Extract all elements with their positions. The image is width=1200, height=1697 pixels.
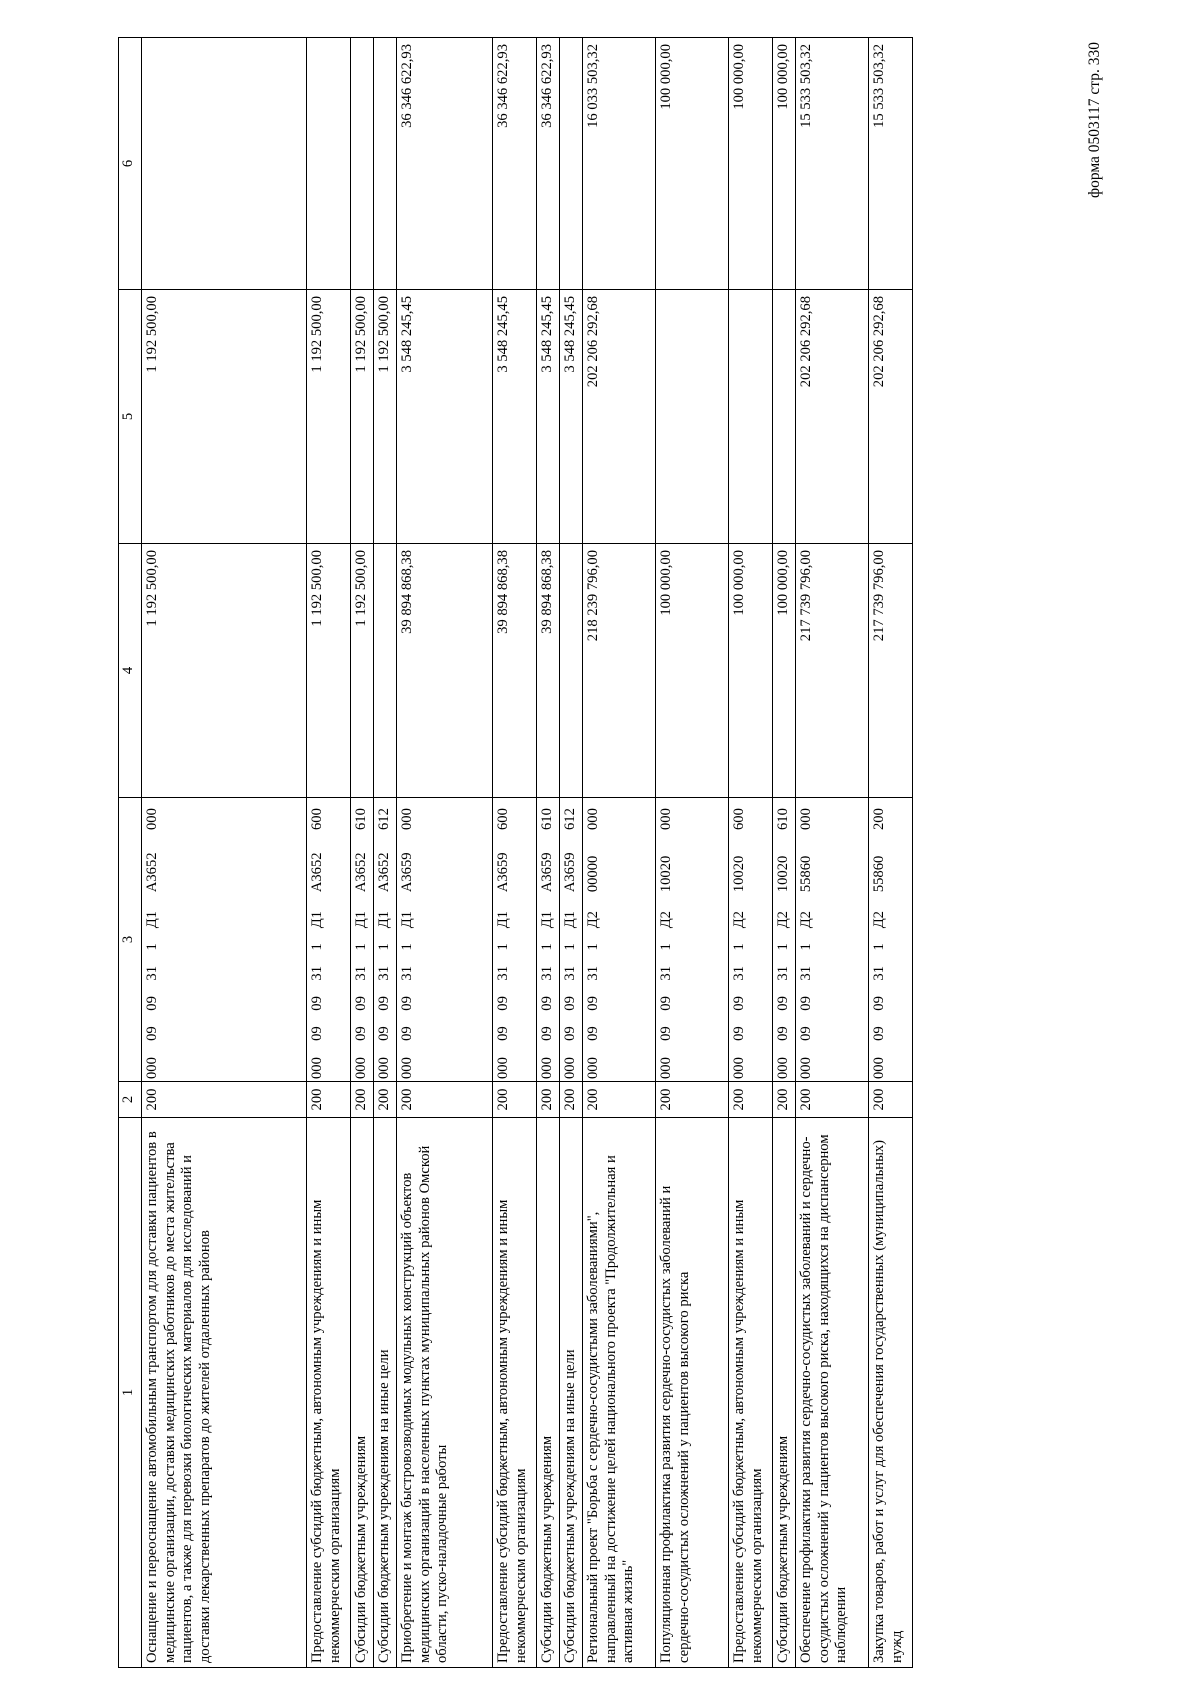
- code-segment: 09: [658, 996, 674, 1011]
- column-header: 6: [119, 38, 142, 290]
- code-segment: 31: [376, 965, 392, 981]
- row-name-cell: Закупка товаров, работ и услуг для обеспечения государственных (муниципальных) нужд: [869, 1118, 913, 1668]
- code-segment: 31: [144, 965, 160, 981]
- line-code-cell: 200: [397, 1082, 493, 1118]
- code-segment: 000: [585, 1057, 601, 1079]
- table-row: [537, 38, 560, 1668]
- code-segment: 1: [495, 943, 511, 951]
- code-segment: А3652: [353, 852, 369, 893]
- code-segments: [871, 800, 889, 1079]
- code-segment: 31: [658, 965, 674, 981]
- budget-classification-code-cell: [656, 798, 729, 1082]
- executed-amount-cell: 3 548 245,45: [560, 290, 583, 544]
- approved-amount-cell: 100 000,00: [729, 544, 773, 798]
- code-segment: 610: [539, 808, 555, 831]
- row-name-cell: Субсидии бюджетным учреждениям на иные цели: [560, 1118, 583, 1668]
- code-segment: Д1: [376, 911, 392, 929]
- code-segment: 1: [871, 943, 887, 951]
- code-segment: Д1: [399, 911, 415, 929]
- code-segment: 1: [585, 943, 601, 951]
- code-segment: Д2: [871, 911, 887, 929]
- code-segment: 09: [798, 1026, 814, 1041]
- executed-amount-cell: 3 548 245,45: [397, 290, 493, 544]
- line-code-cell: 200: [583, 1082, 656, 1118]
- code-segment: 000: [798, 1057, 814, 1079]
- code-segment: 000: [495, 1057, 511, 1079]
- code-segment: 31: [353, 965, 369, 981]
- column-header: 1: [119, 1118, 142, 1668]
- code-segment: А3659: [539, 852, 555, 893]
- line-code-cell: 200: [773, 1082, 796, 1118]
- table-row: [493, 38, 537, 1668]
- code-segment: Д1: [539, 911, 555, 929]
- code-segment: 09: [353, 996, 369, 1011]
- code-segment: 10020: [658, 855, 674, 893]
- code-segment: 1: [376, 943, 392, 951]
- approved-amount-cell: 39 894 868,38: [537, 544, 560, 798]
- table-row: [307, 38, 351, 1668]
- code-segment: 31: [495, 965, 511, 981]
- code-segment: 31: [399, 965, 415, 981]
- line-code-cell: 200: [560, 1082, 583, 1118]
- table-row: [397, 38, 493, 1668]
- unexecuted-amount-cell: [142, 38, 307, 290]
- budget-classification-code-cell: [397, 798, 493, 1082]
- code-segment: А3652: [376, 852, 392, 893]
- row-name-cell: Приобретение и монтаж быстровозводимых модульных конструкций объектов медицинских организаций в населенных пунктах муниципальных районов Омской области, пуско-наладочные работы: [397, 1118, 493, 1668]
- code-segment: 612: [562, 808, 578, 831]
- code-segment: 612: [376, 808, 392, 831]
- table-row: [142, 38, 307, 1668]
- table-row: [351, 38, 374, 1668]
- code-segment: 000: [658, 1057, 674, 1079]
- code-segment: 09: [144, 1026, 160, 1041]
- budget-classification-code-cell: [537, 798, 560, 1082]
- executed-amount-cell: 3 548 245,45: [493, 290, 537, 544]
- code-segments: [353, 800, 371, 1079]
- unexecuted-amount-cell: 15 533 503,32: [796, 38, 869, 290]
- approved-amount-cell: 217 739 796,00: [869, 544, 913, 798]
- budget-classification-code-cell: [560, 798, 583, 1082]
- table-row: [773, 38, 796, 1668]
- executed-amount-cell: [773, 290, 796, 544]
- code-segment: 1: [562, 943, 578, 951]
- code-segment: 09: [495, 996, 511, 1011]
- table-row: [560, 38, 583, 1668]
- code-segment: 000: [399, 1057, 415, 1079]
- code-segment: 31: [309, 965, 325, 981]
- code-segment: 000: [539, 1057, 555, 1079]
- table-row: [729, 38, 773, 1668]
- code-segment: А3659: [495, 852, 511, 893]
- row-name-cell: Предоставление субсидий бюджетным, автономным учреждениям и иным некоммерческим организациям: [307, 1118, 351, 1668]
- rotated-page: [118, 38, 978, 1668]
- line-code-cell: 200: [142, 1082, 307, 1118]
- row-name-cell: Предоставление субсидий бюджетным, автономным учреждениям и иным некоммерческим организациям: [729, 1118, 773, 1668]
- code-segment: 09: [376, 996, 392, 1011]
- code-segment: 1: [144, 943, 160, 951]
- code-segment: 00000: [585, 855, 601, 893]
- approved-amount-cell: [560, 544, 583, 798]
- approved-amount-cell: 39 894 868,38: [493, 544, 537, 798]
- budget-classification-code-cell: [307, 798, 351, 1082]
- table-row: [656, 38, 729, 1668]
- code-segment: 000: [376, 1057, 392, 1079]
- code-segment: 09: [775, 996, 791, 1011]
- code-segment: 31: [585, 965, 601, 981]
- code-segment: 200: [871, 808, 887, 831]
- code-segment: А3659: [399, 852, 415, 893]
- code-segment: 1: [798, 943, 814, 951]
- code-segment: 09: [658, 1026, 674, 1041]
- line-code-cell: 200: [307, 1082, 351, 1118]
- code-segment: 09: [585, 1026, 601, 1041]
- column-header: 4: [119, 544, 142, 798]
- line-code-cell: 200: [796, 1082, 869, 1118]
- code-segment: 09: [562, 996, 578, 1011]
- code-segment: 000: [775, 1057, 791, 1079]
- table-body: [119, 38, 913, 1668]
- code-segment: 1: [539, 943, 555, 951]
- code-segment: 31: [731, 965, 747, 981]
- code-segment: 09: [309, 1026, 325, 1041]
- unexecuted-amount-cell: 36 346 622,93: [493, 38, 537, 290]
- code-segment: 09: [495, 1026, 511, 1041]
- row-name-cell: Оснащение и переоснащение автомобильным транспортом для доставки пациентов в медицинские организации, доставки медицинских работников до места жительства пациентов, а также для перевозки биологических материалов для исследований и доставки лекарственных препаратов до жителей отдаленных районов: [142, 1118, 307, 1668]
- unexecuted-amount-cell: [560, 38, 583, 290]
- code-segments: [309, 800, 327, 1079]
- line-code-cell: 200: [869, 1082, 913, 1118]
- unexecuted-amount-cell: [351, 38, 374, 290]
- code-segment: 09: [731, 1026, 747, 1041]
- code-segment: Д2: [798, 911, 814, 929]
- budget-classification-code-cell: [374, 798, 397, 1082]
- code-segment: 09: [376, 1026, 392, 1041]
- code-segment: 09: [871, 996, 887, 1011]
- code-segment: 000: [871, 1057, 887, 1079]
- row-name-cell: Обеспечение профилактики развития сердечно-сосудистых заболеваний и сердечно-сосудистых осложнений у пациентов высокого риска, находящихся на диспансерном наблюдении: [796, 1118, 869, 1668]
- unexecuted-amount-cell: 15 533 503,32: [869, 38, 913, 290]
- code-segment: 1: [731, 943, 747, 951]
- code-segment: 31: [539, 965, 555, 981]
- code-segment: 000: [658, 808, 674, 831]
- budget-classification-code-cell: [142, 798, 307, 1082]
- executed-amount-cell: [656, 290, 729, 544]
- code-segment: 000: [144, 808, 160, 831]
- column-header: 5: [119, 290, 142, 544]
- budget-classification-code-cell: [583, 798, 656, 1082]
- approved-amount-cell: 1 192 500,00: [351, 544, 374, 798]
- code-segment: 09: [539, 1026, 555, 1041]
- unexecuted-amount-cell: [374, 38, 397, 290]
- unexecuted-amount-cell: 36 346 622,93: [537, 38, 560, 290]
- code-segment: 000: [585, 808, 601, 831]
- approved-amount-cell: 100 000,00: [773, 544, 796, 798]
- code-segment: 09: [399, 1026, 415, 1041]
- code-segment: 55860: [798, 855, 814, 893]
- approved-amount-cell: 100 000,00: [656, 544, 729, 798]
- code-segment: 610: [775, 808, 791, 831]
- code-segment: 09: [731, 996, 747, 1011]
- code-segments: [658, 800, 676, 1079]
- code-segment: 000: [562, 1057, 578, 1079]
- row-name-cell: Субсидии бюджетным учреждениям: [351, 1118, 374, 1668]
- budget-classification-code-cell: [351, 798, 374, 1082]
- line-code-cell: 200: [729, 1082, 773, 1118]
- code-segment: 09: [399, 996, 415, 1011]
- code-segment: 09: [353, 1026, 369, 1041]
- line-code-cell: 200: [351, 1082, 374, 1118]
- code-segment: 1: [353, 943, 369, 951]
- executed-amount-cell: 202 206 292,68: [796, 290, 869, 544]
- code-segment: 1: [658, 943, 674, 951]
- code-segments: [798, 800, 816, 1079]
- executed-amount-cell: 1 192 500,00: [142, 290, 307, 544]
- code-segments: [144, 800, 162, 1079]
- table-row: [374, 38, 397, 1668]
- code-segment: 09: [798, 996, 814, 1011]
- code-segments: [585, 800, 603, 1079]
- code-segment: Д2: [775, 911, 791, 929]
- code-segment: 1: [309, 943, 325, 951]
- column-header: 3: [119, 798, 142, 1082]
- code-segment: 09: [539, 996, 555, 1011]
- code-segment: 10020: [731, 855, 747, 893]
- code-segment: 31: [562, 965, 578, 981]
- line-code-cell: 200: [374, 1082, 397, 1118]
- code-segment: 600: [731, 808, 747, 831]
- code-segments: [562, 800, 580, 1079]
- code-segment: 31: [871, 965, 887, 981]
- line-code-cell: 200: [656, 1082, 729, 1118]
- table-row: [583, 38, 656, 1668]
- code-segment: 000: [144, 1057, 160, 1079]
- code-segment: А3659: [562, 852, 578, 893]
- approved-amount-cell: 1 192 500,00: [142, 544, 307, 798]
- code-segment: Д1: [144, 911, 160, 929]
- code-segment: 000: [731, 1057, 747, 1079]
- approved-amount-cell: 217 739 796,00: [796, 544, 869, 798]
- code-segment: 1: [399, 943, 415, 951]
- code-segment: Д2: [731, 911, 747, 929]
- executed-amount-cell: 1 192 500,00: [374, 290, 397, 544]
- code-segments: [731, 800, 749, 1079]
- code-segment: Д2: [585, 911, 601, 929]
- code-segment: 000: [353, 1057, 369, 1079]
- code-segments: [399, 800, 417, 1079]
- line-code-cell: 200: [537, 1082, 560, 1118]
- code-segment: 09: [871, 1026, 887, 1041]
- code-segment: А3652: [309, 852, 325, 893]
- executed-amount-cell: 3 548 245,45: [537, 290, 560, 544]
- code-segment: 000: [399, 808, 415, 831]
- code-segment: 600: [309, 808, 325, 831]
- code-segment: 55860: [871, 855, 887, 893]
- row-name-cell: Региональный проект "Борьба с сердечно-сосудистыми заболеваниями", направленный на достижение целей национального проекта "Продолжительная и активная жизнь": [583, 1118, 656, 1668]
- approved-amount-cell: 218 239 796,00: [583, 544, 656, 798]
- executed-amount-cell: [729, 290, 773, 544]
- code-segments: [495, 800, 513, 1079]
- unexecuted-amount-cell: 100 000,00: [773, 38, 796, 290]
- code-segment: 10020: [775, 855, 791, 893]
- approved-amount-cell: 39 894 868,38: [397, 544, 493, 798]
- code-segment: 09: [562, 1026, 578, 1041]
- row-name-cell: Субсидии бюджетным учреждениям на иные цели: [374, 1118, 397, 1668]
- code-segments: [376, 800, 394, 1079]
- code-segments: [539, 800, 557, 1079]
- unexecuted-amount-cell: 16 033 503,32: [583, 38, 656, 290]
- approved-amount-cell: [374, 544, 397, 798]
- row-name-cell: Предоставление субсидий бюджетным, автономным учреждениям и иным некоммерческим организациям: [493, 1118, 537, 1668]
- code-segment: 09: [144, 996, 160, 1011]
- code-segment: 09: [309, 996, 325, 1011]
- code-segment: Д1: [309, 911, 325, 929]
- budget-classification-code-cell: [729, 798, 773, 1082]
- code-segment: 09: [585, 996, 601, 1011]
- code-segment: 610: [353, 808, 369, 831]
- approved-amount-cell: 1 192 500,00: [307, 544, 351, 798]
- form-page-label: форма 0503117 стр. 330: [1086, 42, 1103, 198]
- code-segment: Д1: [562, 911, 578, 929]
- budget-classification-code-cell: [869, 798, 913, 1082]
- unexecuted-amount-cell: 100 000,00: [656, 38, 729, 290]
- budget-classification-code-cell: [796, 798, 869, 1082]
- unexecuted-amount-cell: 36 346 622,93: [397, 38, 493, 290]
- code-segment: Д1: [353, 911, 369, 929]
- unexecuted-amount-cell: [307, 38, 351, 290]
- executed-amount-cell: 202 206 292,68: [869, 290, 913, 544]
- row-name-cell: Популяционная профилактика развития сердечно-сосудистых заболеваний и сердечно-сосудистых осложнений у пациентов высокого риска: [656, 1118, 729, 1668]
- budget-table: [118, 37, 913, 1668]
- unexecuted-amount-cell: 100 000,00: [729, 38, 773, 290]
- executed-amount-cell: 1 192 500,00: [307, 290, 351, 544]
- code-segment: 000: [798, 808, 814, 831]
- table-row: [796, 38, 869, 1668]
- code-segment: 31: [798, 965, 814, 981]
- code-segment: Д1: [495, 911, 511, 929]
- budget-classification-code-cell: [773, 798, 796, 1082]
- line-code-cell: 200: [493, 1082, 537, 1118]
- column-header: 2: [119, 1082, 142, 1118]
- table-row: [869, 38, 913, 1668]
- row-name-cell: Субсидии бюджетным учреждениям: [537, 1118, 560, 1668]
- code-segment: 000: [309, 1057, 325, 1079]
- code-segments: [775, 800, 793, 1079]
- code-segment: 600: [495, 808, 511, 831]
- code-segment: 1: [775, 943, 791, 951]
- budget-classification-code-cell: [493, 798, 537, 1082]
- code-segment: 31: [775, 965, 791, 981]
- executed-amount-cell: 202 206 292,68: [583, 290, 656, 544]
- column-header-row: [119, 38, 142, 1668]
- executed-amount-cell: 1 192 500,00: [351, 290, 374, 544]
- code-segment: Д2: [658, 911, 674, 929]
- code-segment: А3652: [144, 852, 160, 893]
- code-segment: 09: [775, 1026, 791, 1041]
- row-name-cell: Субсидии бюджетным учреждениям: [773, 1118, 796, 1668]
